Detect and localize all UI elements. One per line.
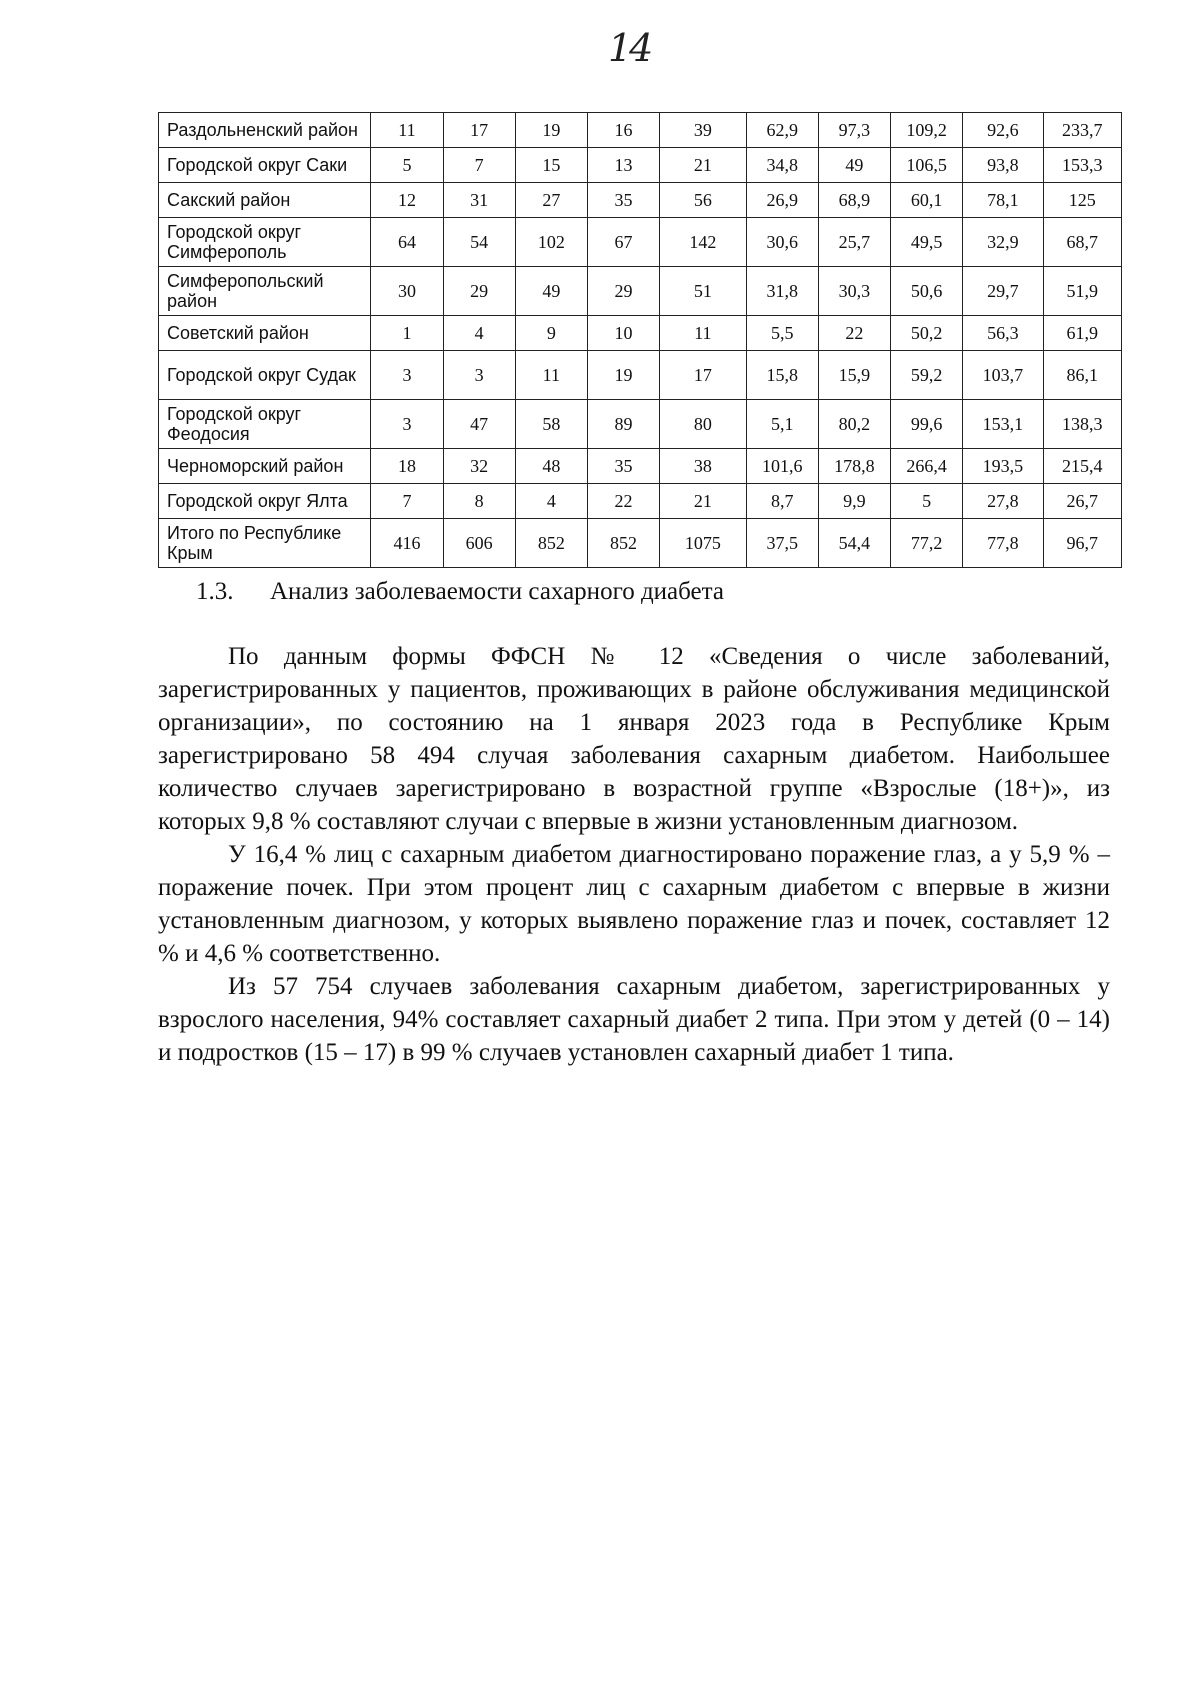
section-number: 1.3. (196, 578, 234, 605)
value-cell: 37,5 (746, 519, 818, 568)
value-cell: 39 (660, 113, 747, 148)
value-cell: 852 (587, 519, 659, 568)
value-cell: 51 (660, 267, 747, 316)
value-cell: 416 (371, 519, 443, 568)
value-cell: 7 (443, 148, 515, 183)
value-cell: 103,7 (963, 351, 1043, 400)
value-cell: 34,8 (746, 148, 818, 183)
value-cell: 215,4 (1043, 449, 1121, 484)
section-heading (196, 578, 724, 606)
value-cell: 9,9 (818, 484, 890, 519)
value-cell: 4 (443, 316, 515, 351)
value-cell: 30,6 (746, 218, 818, 267)
value-cell: 48 (515, 449, 587, 484)
value-cell: 15 (515, 148, 587, 183)
value-cell: 15,8 (746, 351, 818, 400)
value-cell: 13 (587, 148, 659, 183)
value-cell: 68,9 (818, 183, 890, 218)
value-cell: 27 (515, 183, 587, 218)
value-cell: 102 (515, 218, 587, 267)
value-cell: 68,7 (1043, 218, 1121, 267)
value-cell: 47 (443, 400, 515, 449)
value-cell: 233,7 (1043, 113, 1121, 148)
row-name-cell: Сакский район (159, 183, 371, 218)
value-cell: 15,9 (818, 351, 890, 400)
value-cell: 96,7 (1043, 519, 1121, 568)
row-name-cell: Городской округ Симферополь (159, 218, 371, 267)
section-title: Анализ заболеваемости сахарного диабета (270, 578, 724, 605)
value-cell: 29 (587, 267, 659, 316)
value-cell: 17 (443, 113, 515, 148)
value-cell: 38 (660, 449, 747, 484)
value-cell: 89 (587, 400, 659, 449)
incidence-table (158, 112, 1122, 568)
value-cell: 58 (515, 400, 587, 449)
value-cell: 26,9 (746, 183, 818, 218)
value-cell: 178,8 (818, 449, 890, 484)
value-cell: 7 (371, 484, 443, 519)
value-cell: 35 (587, 183, 659, 218)
value-cell: 3 (371, 351, 443, 400)
table-row (159, 519, 1122, 568)
row-name-cell: Советский район (159, 316, 371, 351)
table-row (159, 351, 1122, 400)
value-cell: 606 (443, 519, 515, 568)
value-cell: 29,7 (963, 267, 1043, 316)
value-cell: 125 (1043, 183, 1121, 218)
value-cell: 101,6 (746, 449, 818, 484)
row-name-cell: Раздольненский район (159, 113, 371, 148)
value-cell: 11 (515, 351, 587, 400)
value-cell: 78,1 (963, 183, 1043, 218)
value-cell: 26,7 (1043, 484, 1121, 519)
value-cell: 10 (587, 316, 659, 351)
value-cell: 266,4 (891, 449, 963, 484)
body-text (158, 640, 1110, 1069)
value-cell: 31 (443, 183, 515, 218)
value-cell: 142 (660, 218, 747, 267)
value-cell: 49 (515, 267, 587, 316)
value-cell: 25,7 (818, 218, 890, 267)
row-name-cell: Городской округ Судак (159, 351, 371, 400)
value-cell: 56,3 (963, 316, 1043, 351)
value-cell: 22 (818, 316, 890, 351)
value-cell: 54 (443, 218, 515, 267)
value-cell: 18 (371, 449, 443, 484)
paragraph: По данным формы ФФСН № 12 «Сведения о числе заболеваний, зарегистрированных у пациентов, проживающих в районе обслуживания медицинской организации», по состоянию на 1 января 2023 года в Республике Крым зарегистрировано 58 494 случая заболевания сахарным диабетом. Наибольшее количество случаев зарегистрировано в возрастной группе «Взрослые (18+)», из которых 9,8 % составляют случаи с впервые в жизни установленным диагнозом. (158, 643, 1110, 835)
value-cell: 4 (515, 484, 587, 519)
row-name-cell: Городской округ Саки (159, 148, 371, 183)
row-name-cell: Городской округ Феодосия (159, 400, 371, 449)
value-cell: 109,2 (891, 113, 963, 148)
value-cell: 5 (891, 484, 963, 519)
table-row (159, 400, 1122, 449)
value-cell: 19 (515, 113, 587, 148)
row-name-cell: Черноморский район (159, 449, 371, 484)
value-cell: 67 (587, 218, 659, 267)
value-cell: 60,1 (891, 183, 963, 218)
value-cell: 92,6 (963, 113, 1043, 148)
value-cell: 5,1 (746, 400, 818, 449)
value-cell: 54,4 (818, 519, 890, 568)
value-cell: 51,9 (1043, 267, 1121, 316)
table-row (159, 218, 1122, 267)
value-cell: 56 (660, 183, 747, 218)
value-cell: 852 (515, 519, 587, 568)
value-cell: 1 (371, 316, 443, 351)
value-cell: 22 (587, 484, 659, 519)
value-cell: 80 (660, 400, 747, 449)
table-body (159, 113, 1122, 568)
value-cell: 21 (660, 148, 747, 183)
value-cell: 193,5 (963, 449, 1043, 484)
value-cell: 9 (515, 316, 587, 351)
value-cell: 27,8 (963, 484, 1043, 519)
value-cell: 77,2 (891, 519, 963, 568)
value-cell: 97,3 (818, 113, 890, 148)
value-cell: 21 (660, 484, 747, 519)
value-cell: 11 (371, 113, 443, 148)
value-cell: 32 (443, 449, 515, 484)
value-cell: 50,2 (891, 316, 963, 351)
value-cell: 86,1 (1043, 351, 1121, 400)
value-cell: 62,9 (746, 113, 818, 148)
value-cell: 19 (587, 351, 659, 400)
table-row (159, 449, 1122, 484)
value-cell: 32,9 (963, 218, 1043, 267)
value-cell: 31,8 (746, 267, 818, 316)
value-cell: 29 (443, 267, 515, 316)
paragraph: Из 57 754 случаев заболевания сахарным диабетом, зарегистрированных у взрослого населения, 94% составляет сахарный диабет 2 типа. При этом у детей (0 – 14) и подростков (15 – 17) в 99 % случаев установлен сахарный диабет 1 типа. (158, 973, 1110, 1066)
row-name-cell: Городской округ Ялта (159, 484, 371, 519)
value-cell: 16 (587, 113, 659, 148)
table-row (159, 148, 1122, 183)
value-cell: 61,9 (1043, 316, 1121, 351)
page-number: 14 (608, 26, 651, 70)
value-cell: 106,5 (891, 148, 963, 183)
value-cell: 64 (371, 218, 443, 267)
value-cell: 35 (587, 449, 659, 484)
value-cell: 99,6 (891, 400, 963, 449)
row-name-cell: Итого по Республике Крым (159, 519, 371, 568)
value-cell: 153,3 (1043, 148, 1121, 183)
table-row (159, 267, 1122, 316)
value-cell: 49,5 (891, 218, 963, 267)
value-cell: 77,8 (963, 519, 1043, 568)
paragraph: У 16,4 % лиц с сахарным диабетом диагностировано поражение глаз, а у 5,9 % – поражение почек. При этом процент лиц с сахарным диабетом с впервые в жизни установленным диагнозом, у которых выявлено поражение глаз и почек, составляет 12 % и 4,6 % соответственно. (158, 841, 1110, 967)
value-cell: 59,2 (891, 351, 963, 400)
value-cell: 3 (443, 351, 515, 400)
value-cell: 153,1 (963, 400, 1043, 449)
value-cell: 11 (660, 316, 747, 351)
value-cell: 17 (660, 351, 747, 400)
value-cell: 138,3 (1043, 400, 1121, 449)
value-cell: 5,5 (746, 316, 818, 351)
value-cell: 1075 (660, 519, 747, 568)
value-cell: 49 (818, 148, 890, 183)
value-cell: 8 (443, 484, 515, 519)
value-cell: 50,6 (891, 267, 963, 316)
table-row (159, 484, 1122, 519)
row-name-cell: Симферопольский район (159, 267, 371, 316)
value-cell: 8,7 (746, 484, 818, 519)
value-cell: 30 (371, 267, 443, 316)
value-cell: 30,3 (818, 267, 890, 316)
value-cell: 12 (371, 183, 443, 218)
value-cell: 93,8 (963, 148, 1043, 183)
table-row (159, 316, 1122, 351)
value-cell: 3 (371, 400, 443, 449)
table-row (159, 183, 1122, 218)
value-cell: 5 (371, 148, 443, 183)
table-row (159, 113, 1122, 148)
value-cell: 80,2 (818, 400, 890, 449)
